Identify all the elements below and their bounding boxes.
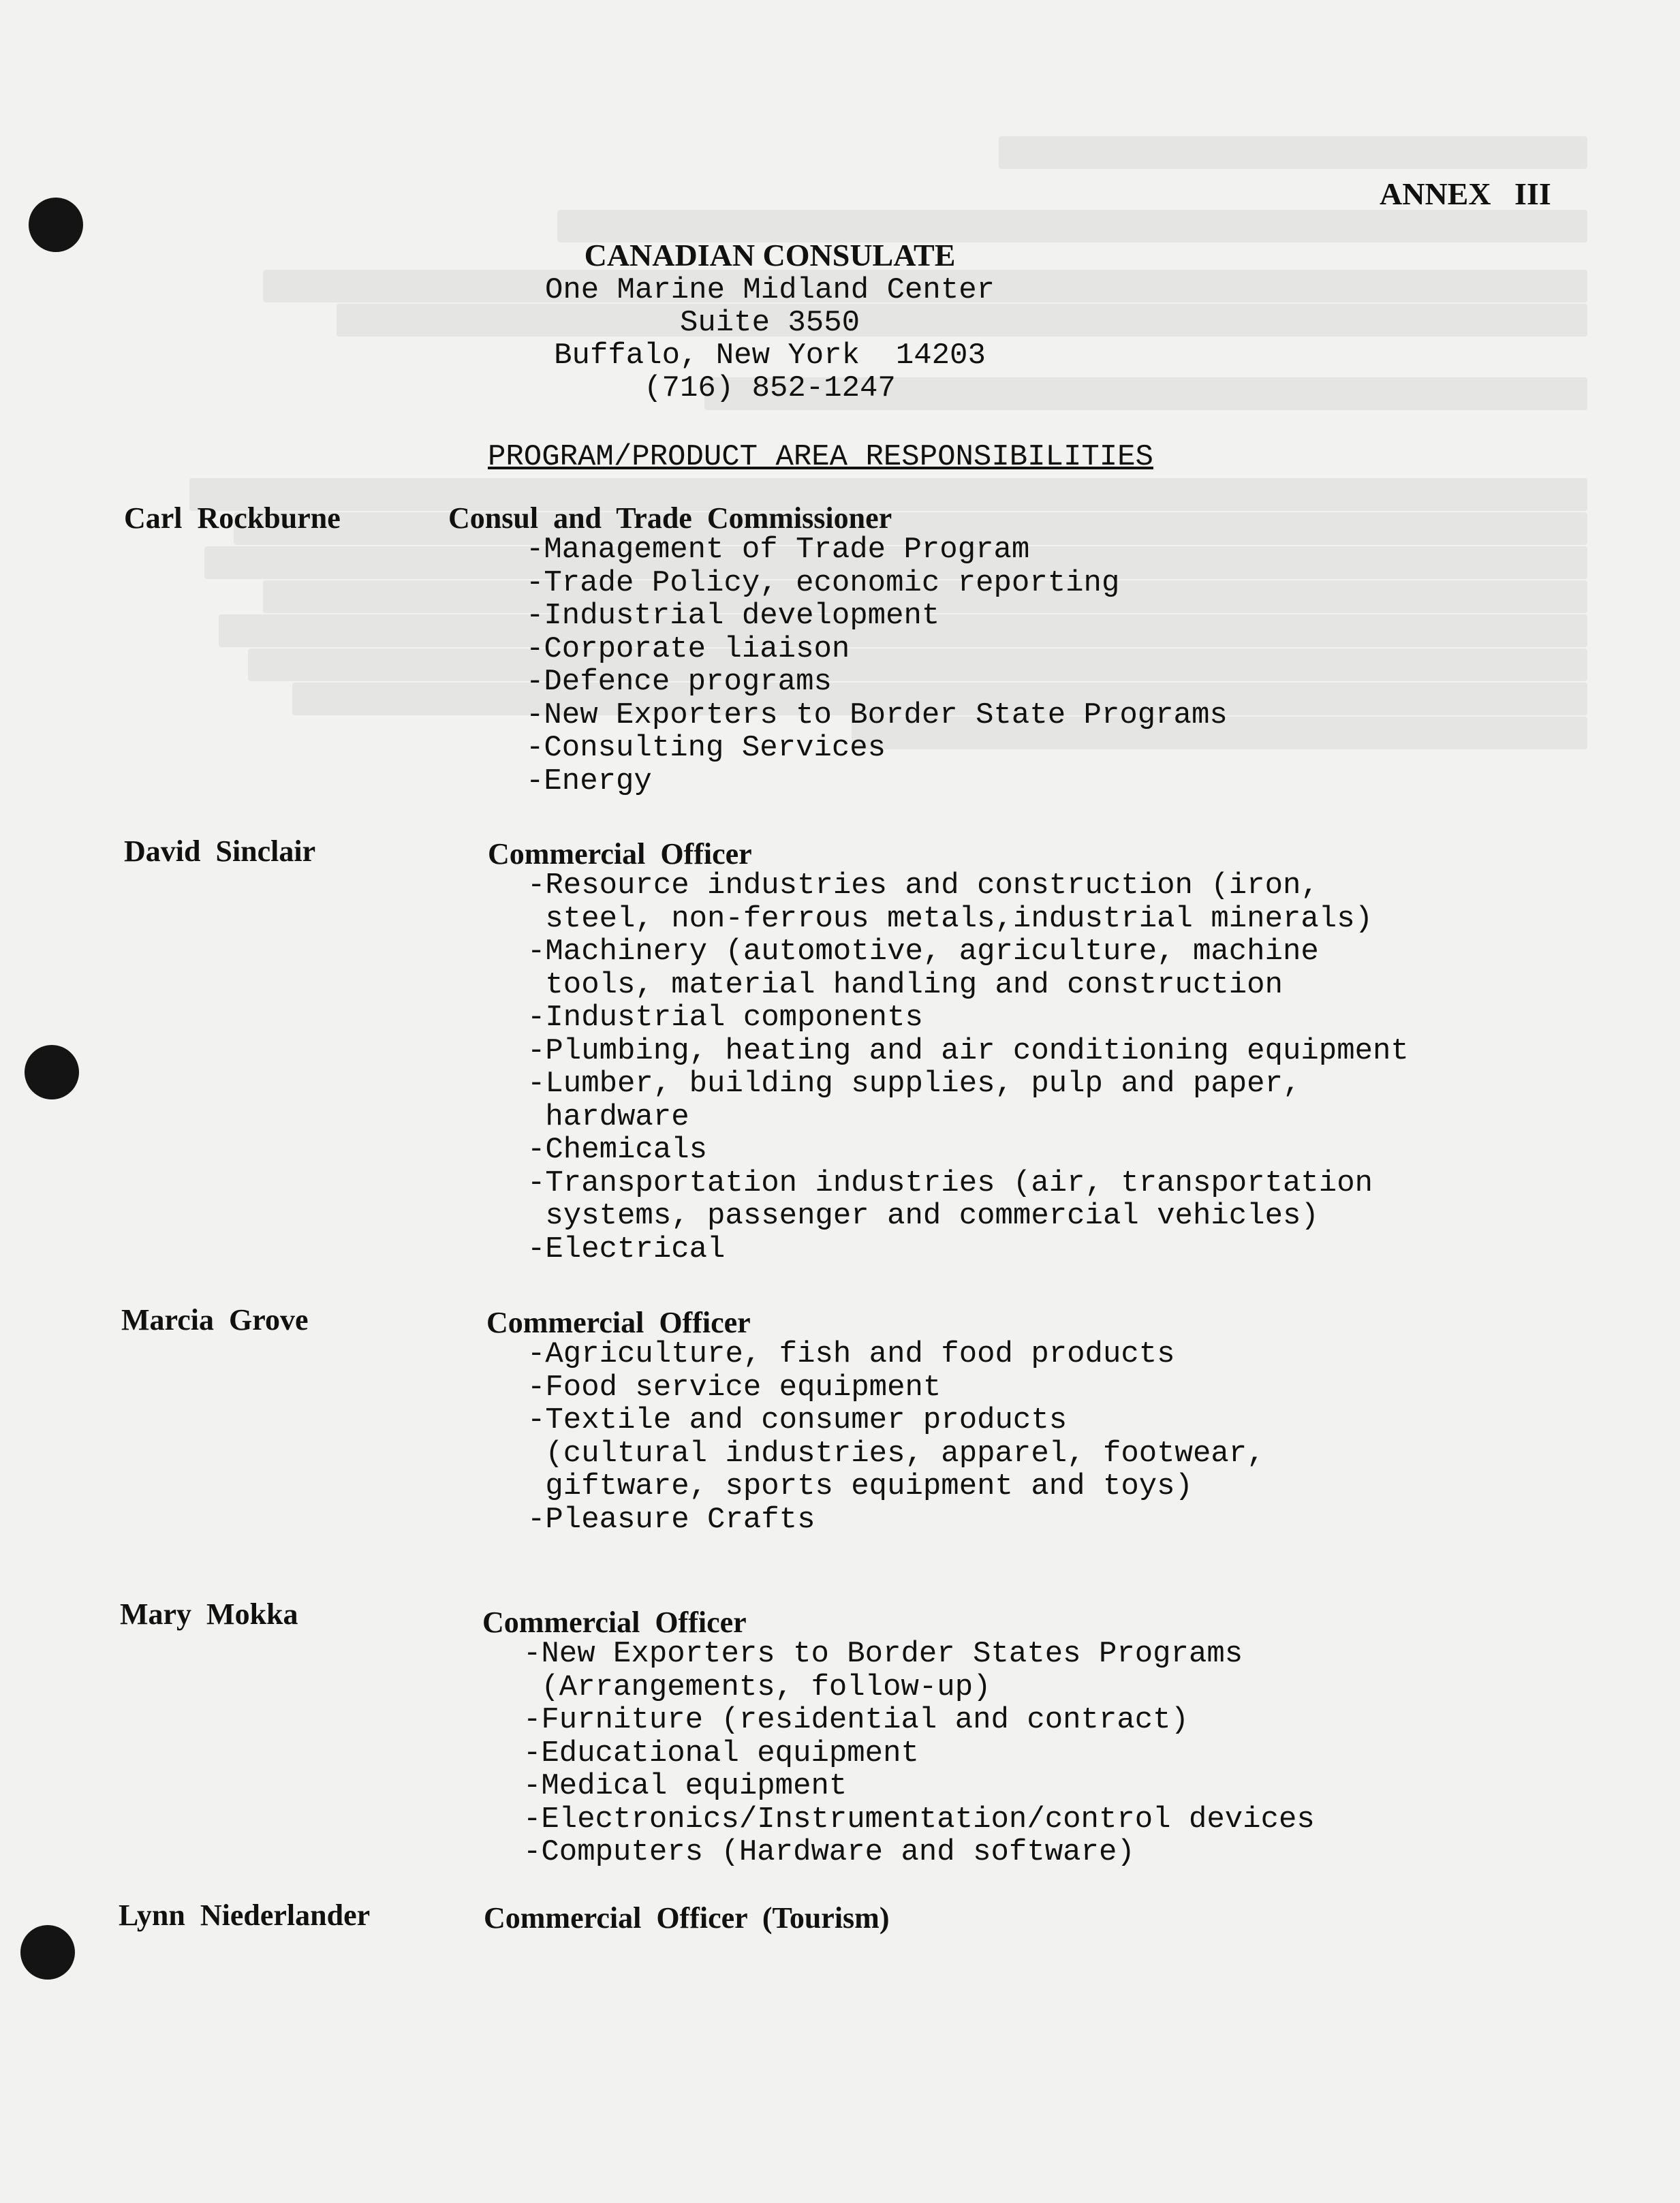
person-name: Carl Rockburne bbox=[124, 501, 341, 535]
person-role: Consul and Trade Commissioner bbox=[448, 501, 892, 535]
responsibility-item: -New Exporters to Border State Programs bbox=[526, 698, 1228, 732]
person-name: David Sinclair bbox=[124, 834, 316, 868]
responsibility-item: -Resource industries and construction (iron, bbox=[527, 869, 1319, 903]
responsibility-item: hardware bbox=[527, 1099, 689, 1134]
responsibility-item: -Food service equipment bbox=[527, 1370, 942, 1405]
person-name: Marcia Grove bbox=[121, 1303, 309, 1337]
responsibility-item: -Lumber, building supplies, pulp and paper, bbox=[527, 1067, 1301, 1101]
responsibility-item: -Defence programs bbox=[526, 665, 832, 699]
responsibility-item: -Agriculture, fish and food products bbox=[527, 1337, 1175, 1371]
responsibility-list bbox=[523, 1638, 1315, 1869]
responsibility-item: -Industrial development bbox=[526, 599, 940, 633]
responsibility-item: -Corporate liaison bbox=[526, 631, 850, 666]
person-name: Mary Mokka bbox=[120, 1597, 298, 1631]
responsibility-item: -Plumbing, heating and air conditioning equipment bbox=[527, 1033, 1409, 1068]
responsibility-item: -Trade Policy, economic reporting bbox=[526, 565, 1120, 600]
responsibility-item: (cultural industries, apparel, footwear, bbox=[527, 1436, 1265, 1471]
responsibility-item: -Energy bbox=[526, 764, 652, 798]
responsibility-item: -Pleasure Crafts bbox=[527, 1502, 815, 1537]
phone-number: (716) 852-1247 bbox=[644, 371, 896, 405]
responsibility-item: -Computers (Hardware and software) bbox=[523, 1835, 1135, 1869]
address-line-1: One Marine Midland Center bbox=[544, 273, 995, 307]
punch-hole-middle bbox=[25, 1045, 79, 1099]
punch-hole-bottom bbox=[20, 1925, 75, 1980]
responsibility-item: -Chemicals bbox=[527, 1133, 708, 1167]
responsibility-item: -Textile and consumer products bbox=[527, 1403, 1068, 1437]
responsibility-item: -Medical equipment bbox=[523, 1769, 847, 1803]
responsibility-item: -Transportation industries (air, transportation bbox=[527, 1166, 1373, 1200]
responsibility-item: -Machinery (automotive, agriculture, machine bbox=[527, 935, 1319, 969]
responsibility-item: steel, non-ferrous metals,industrial minerals) bbox=[527, 901, 1373, 936]
address-line-2: Suite 3550 bbox=[679, 306, 860, 340]
person-name: Lynn Niederlander bbox=[119, 1899, 371, 1932]
responsibility-item: -Consulting Services bbox=[526, 731, 886, 765]
responsibility-item: giftware, sports equipment and toys) bbox=[527, 1469, 1193, 1503]
responsibility-item: -Management of Trade Program bbox=[526, 533, 1030, 567]
person-role: Commercial Officer bbox=[486, 1306, 751, 1339]
person-role: Commercial Officer (Tourism) bbox=[484, 1901, 890, 1935]
person-role: Commercial Officer bbox=[482, 1606, 747, 1639]
responsibility-item: -Electrical bbox=[527, 1232, 726, 1266]
person-role: Commercial Officer bbox=[488, 837, 752, 871]
responsibility-item: -Electronics/Instrumentation/control devices bbox=[523, 1802, 1315, 1837]
address-line-3: Buffalo, New York 14203 bbox=[554, 339, 986, 373]
responsibility-item: systems, passenger and commercial vehicles) bbox=[527, 1199, 1319, 1233]
responsibility-item: -Industrial components bbox=[527, 1001, 923, 1035]
responsibility-list bbox=[527, 1338, 1265, 1536]
responsibility-item: -Furniture (residential and contract) bbox=[523, 1703, 1189, 1737]
punch-hole-top bbox=[29, 198, 83, 252]
responsibility-item: -New Exporters to Border States Programs bbox=[523, 1637, 1243, 1671]
annex-label: ANNEX III bbox=[1380, 176, 1551, 211]
responsibility-item: (Arrangements, follow-up) bbox=[523, 1670, 991, 1704]
section-title: PROGRAM/PRODUCT AREA RESPONSIBILITIES bbox=[488, 440, 1153, 474]
responsibility-item: tools, material handling and construction bbox=[527, 967, 1283, 1002]
consulate-header bbox=[477, 237, 1063, 405]
responsibility-item: -Educational equipment bbox=[523, 1736, 919, 1770]
responsibility-list bbox=[527, 869, 1409, 1266]
organization-name: CANADIAN CONSULATE bbox=[584, 238, 956, 272]
responsibility-list bbox=[526, 533, 1228, 798]
